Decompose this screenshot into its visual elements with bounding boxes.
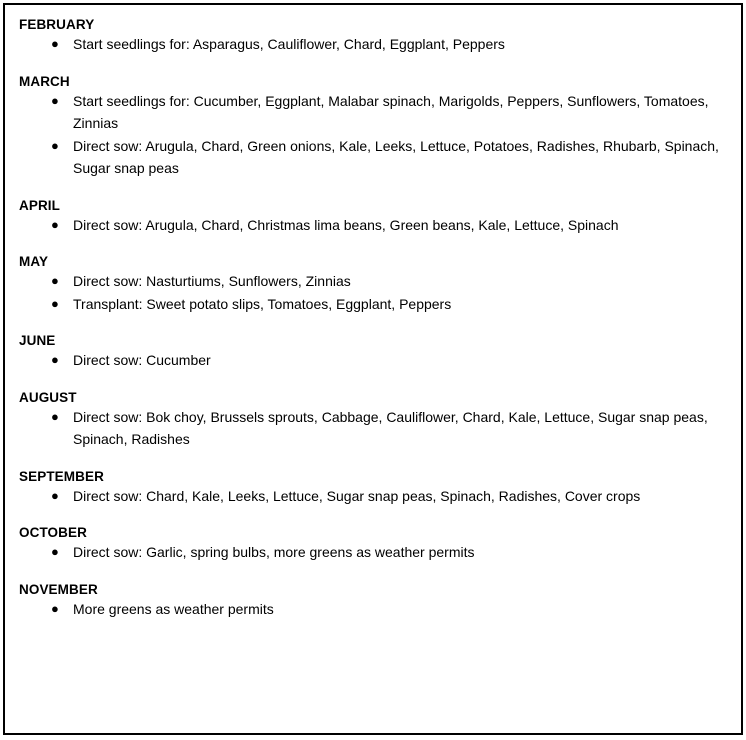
month-task-list bbox=[19, 214, 733, 237]
month-spacer bbox=[19, 372, 733, 389]
month-block-september bbox=[19, 468, 733, 508]
bullet-dot-icon: ● bbox=[51, 408, 59, 424]
month-spacer bbox=[19, 236, 733, 253]
month-task-list bbox=[19, 33, 733, 56]
month-block-october bbox=[19, 524, 733, 564]
list-item bbox=[19, 33, 733, 56]
list-item bbox=[19, 135, 733, 180]
month-block-april bbox=[19, 197, 733, 237]
list-item-text: Direct sow: Cucumber bbox=[73, 352, 211, 368]
month-task-list bbox=[19, 90, 733, 180]
month-block-june bbox=[19, 332, 733, 372]
month-block-may bbox=[19, 253, 733, 315]
month-heading: MARCH bbox=[19, 73, 70, 89]
list-item bbox=[19, 349, 733, 372]
bullet-dot-icon: ● bbox=[51, 295, 59, 311]
list-item-text: Start seedlings for: Asparagus, Cauliflower, Chard, Eggplant, Peppers bbox=[73, 36, 505, 52]
list-item bbox=[19, 214, 733, 237]
bullet-dot-icon: ● bbox=[51, 36, 59, 51]
list-item-text: Direct sow: Nasturtiums, Sunflowers, Zinnias bbox=[73, 273, 351, 289]
list-item bbox=[19, 270, 733, 293]
list-item bbox=[19, 90, 733, 135]
planting-calendar-body bbox=[5, 5, 741, 626]
bullet-dot-icon: ● bbox=[51, 487, 59, 503]
list-item-text: More greens as weather permits bbox=[73, 600, 274, 617]
month-block-march bbox=[19, 73, 733, 180]
list-item-text: Direct sow: Arugula, Chard, Christmas lima beans, Green beans, Kale, Lettuce, Spinach bbox=[73, 216, 619, 233]
month-heading: NOVEMBER bbox=[19, 581, 98, 597]
bullet-dot-icon: ● bbox=[51, 544, 59, 559]
list-item bbox=[19, 485, 733, 508]
bullet-dot-icon: ● bbox=[51, 273, 59, 288]
month-heading: SEPTEMBER bbox=[19, 468, 104, 484]
list-item-text: Transplant: Sweet potato slips, Tomatoes, Eggplant, Peppers bbox=[73, 295, 452, 312]
month-task-list bbox=[19, 541, 733, 564]
month-spacer bbox=[19, 451, 733, 468]
month-task-list bbox=[19, 270, 733, 315]
month-spacer bbox=[19, 315, 733, 332]
month-spacer bbox=[19, 56, 733, 73]
month-heading: APRIL bbox=[19, 197, 60, 213]
month-block-november bbox=[19, 581, 733, 621]
list-item-text: Direct sow: Bok choy, Brussels sprouts, Cabbage, Cauliflower, Chard, Kale, Lettuce, Sugar snap peas, Spinach, Radishes bbox=[73, 408, 708, 447]
month-spacer bbox=[19, 180, 733, 197]
month-block-august bbox=[19, 389, 733, 451]
list-item-text: Start seedlings for: Cucumber, Eggplant, Malabar spinach, Marigolds, Peppers, Sunflowers, Tomatoes, Zinnias bbox=[73, 92, 709, 131]
month-heading: JUNE bbox=[19, 333, 56, 348]
list-item-text: Direct sow: Chard, Kale, Leeks, Lettuce, Sugar snap peas, Spinach, Radishes, Cover crops bbox=[73, 487, 641, 504]
month-task-list bbox=[19, 598, 733, 621]
month-heading: MAY bbox=[19, 254, 49, 269]
list-item bbox=[19, 293, 733, 316]
bullet-dot-icon: ● bbox=[51, 216, 59, 232]
list-item-text: Direct sow: Arugula, Chard, Green onions, Kale, Leeks, Lettuce, Potatoes, Radishes, Rhubarb, Spinach, Sugar snap peas bbox=[73, 137, 719, 176]
month-task-list bbox=[19, 406, 733, 451]
bullet-dot-icon: ● bbox=[51, 137, 59, 153]
planting-calendar-frame bbox=[3, 3, 743, 735]
month-block-february bbox=[19, 16, 733, 56]
month-task-list bbox=[19, 349, 733, 372]
list-item bbox=[19, 541, 733, 564]
month-spacer bbox=[19, 564, 733, 581]
bullet-dot-icon: ● bbox=[51, 352, 59, 367]
list-item-text: Direct sow: Garlic, spring bulbs, more greens as weather permits bbox=[73, 544, 475, 560]
list-item bbox=[19, 598, 733, 621]
month-spacer bbox=[19, 507, 733, 524]
bullet-dot-icon: ● bbox=[51, 92, 59, 108]
month-heading: OCTOBER bbox=[19, 525, 87, 540]
month-heading: FEBRUARY bbox=[19, 17, 95, 32]
month-heading: AUGUST bbox=[19, 389, 77, 405]
month-task-list bbox=[19, 485, 733, 508]
list-item bbox=[19, 406, 733, 451]
bullet-dot-icon: ● bbox=[51, 600, 59, 616]
